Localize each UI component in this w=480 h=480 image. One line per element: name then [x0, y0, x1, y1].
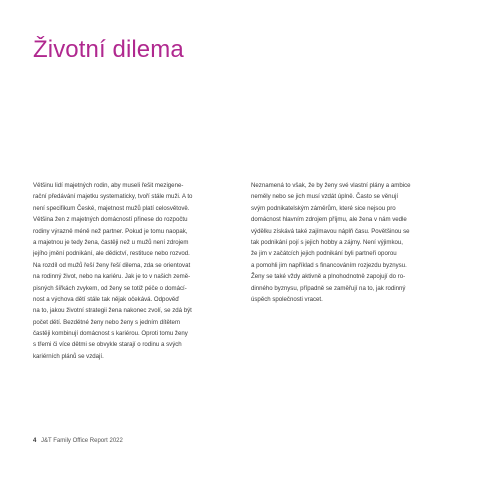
body-text-line: domácnost hlavním zdrojem příjmu, ale žena v nám vedle — [251, 216, 407, 224]
page-number: 4 — [33, 438, 37, 444]
body-text-line: dinného byznysu, případně se zaměřují na to, jak rodinný — [251, 284, 406, 292]
body-text-line: častěji kombinují domácnost s kariérou. Oproti tomu ženy — [33, 330, 188, 338]
body-text-line: Neznamená to však, že by ženy své vlastní plány a ambice — [251, 182, 411, 189]
report-name: J&T Family Office Report 2022 — [41, 438, 123, 444]
body-text-line: tak podnikání pojí s jejich hobby a zájmy. Není výjimkou, — [251, 238, 403, 246]
body-text-line: nost a výchova dětí stále tak nějak očekává. Odpověď — [33, 295, 180, 303]
body-text-line: rodiny výrazně méně než partner. Pokud je tomu naopak, — [33, 227, 188, 235]
body-text-line: pisných šířkách zvykem, od ženy se totiž péče o domácí- — [33, 284, 187, 292]
body-text-line: na to, jakou životní strategii žena nakonec zvolí, se zdá být — [33, 307, 192, 315]
body-text-line: s třemi či více dětmi se obvykle starají o rodinu a svých — [33, 341, 182, 349]
body-text-line: úspěch společnosti vracet. — [251, 295, 323, 303]
page-title: Životní dilema — [33, 36, 184, 63]
text-column-left — [33, 180, 243, 362]
body-text-line: jejího jmění podnikání, ale dědictví, restituce nebo rozvod. — [33, 250, 190, 258]
body-text-line: neměly nebo se jich musí vzdát úplně. Často se věnují — [251, 193, 399, 201]
body-text-line: výdělku získává také zajímavou náplň času. Povětšinou se — [251, 227, 410, 235]
text-column-right — [251, 180, 461, 305]
body-text-line: kariérních plánů se vzdají. — [33, 352, 104, 360]
body-text-line: svým podnikatelským záměrům, které sice nejsou pro — [251, 204, 396, 212]
body-text-line: a pomohli jim například s financováním rozjezdu byznysu. — [251, 261, 407, 269]
body-text-line: a majetnou je tedy žena, častěji než u mužů není zdrojem — [33, 238, 189, 246]
body-text-line: že jim v začátcích jejich podnikání byli partneři oporou — [251, 250, 397, 258]
body-text-line: není specifikum České, majetnost mužů platí celosvětově. — [33, 204, 190, 212]
page-footer — [33, 437, 123, 445]
body-text-line: Většinu lidí majetných rodin, aby museli řešit mezigene- — [33, 182, 184, 189]
body-text-line: na rodinný život, nebo na kariéru. Jak je to v našich země- — [33, 273, 191, 281]
body-text-line: Ženy se také vždy aktivně a plnohodnotně zapojují do ro- — [251, 273, 406, 281]
body-text-line: Na rozdíl od mužů řeší ženy řeší dilema, zda se orientovat — [33, 261, 191, 269]
body-text-line: rační předávání majetku systematicky, tvoří stále muži. A to — [33, 193, 193, 201]
body-text-line: Většina žen z majetných domácností přinese do rozpočtu — [33, 216, 188, 224]
body-text-line: počet dětí. Bezdětné ženy nebo ženy s jedním dítětem — [33, 318, 181, 326]
